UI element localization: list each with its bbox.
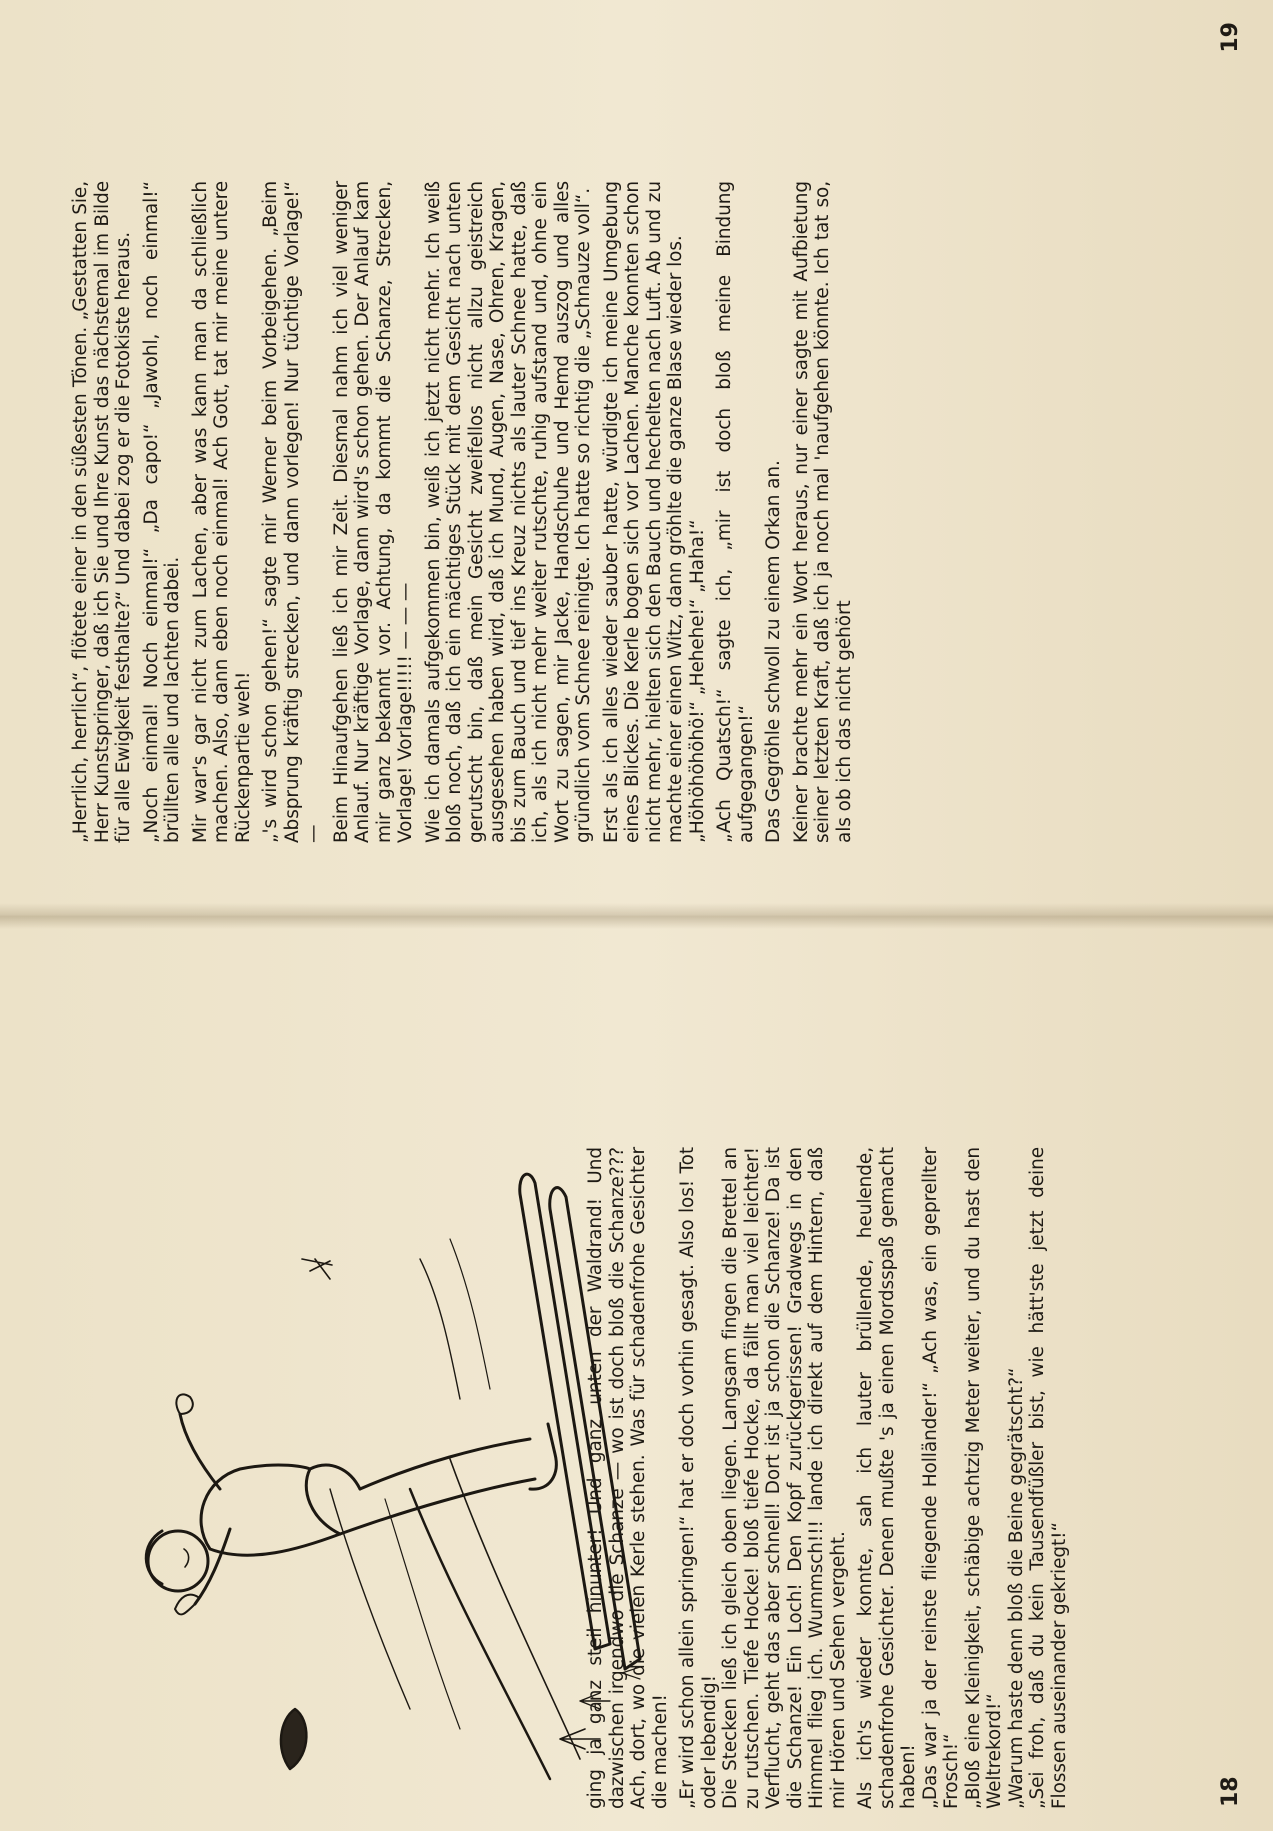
paragraph: „'s wird schon gehen!“ sagte mir Werner beim Vorbeigehen. „Beim Absprung kräftig strecken, und dann vorlegen! Nur tüchtige Vorlage!“ —	[260, 181, 324, 843]
paragraph: „Das war ja der reinste fliegende Holländer!“ „Ach was, ein geprellter Frosch!“	[919, 1147, 962, 1809]
paragraph: Wie ich damals aufgekommen bin, weiß ich jetzt nicht mehr. Ich weiß bloß noch, daß ich ein mächtiges Stück mit dem Gesicht nach unten gerutscht bin, daß mein Gesicht zweifellos nicht allzu geistreich ausgesehen haben wird, daß ich Mund, Augen, Nase, Ohren, Kragen, bis zum Bauch und tief ins Kreuz nichts als lauter Schnee hatte, daß ich, als ich nicht mehr weiter rutschte, ruhig aufstand und, ohne ein Wort zu sagen, mir Jacke, Handschuhe und Hemd auszog und alles gründlich vom Schnee reinigte. Ich hatte so richtig die „Schnauze voll“.	[422, 181, 594, 843]
page-18	[0, 916, 1273, 1831]
page-number: 18	[1218, 1776, 1243, 1807]
paragraph: „Er wird schon allein springen!“ hat er doch vorhin gesagt. Also los! Tot oder lebendig!	[677, 1147, 720, 1809]
paragraph: „Ach Quatsch!“ sagte ich, „mir ist doch bloß meine Bindung aufgegangen!“	[714, 181, 757, 843]
page-number: 19	[1218, 22, 1243, 53]
paragraph: „Herrlich, herrlich“, flötete einer in den süßesten Tönen. „Gestatten Sie, Herr Kunstspringer, daß ich Sie und Ihre Kunst das nächstemal im Bilde für alle Ewigkeit festhalte?“ Und dabei zog er die Fotokiste heraus.	[70, 181, 134, 843]
paragraph: Die Stecken ließ ich gleich oben liegen. Langsam fingen die Brettel an zu rutschen. Tiefe Hocke! bloß tiefe Hocke, da fällt man viel leichter! Verflucht, geht das aber schnell! Dort ist ja schon die Schanze! Da ist die Schanze! Ein Loch! Den Kopf zurückgerissen! Gradwegs in den Himmel flieg ich. Wummsch!!! lande ich direkt auf dem Hintern, daß mir Hören und Sehen vergeht.	[720, 1147, 849, 1809]
paragraph: Als ich's wieder konnte, sah ich lauter brüllende, heulende, schadenfrohe Gesichter. Denen mußte 's ja einen Mordsspaß gemacht haben!	[855, 1147, 919, 1809]
paragraph: Das Gegröhle schwoll zu einem Orkan an.	[763, 460, 784, 843]
paragraph: „Noch einmal! Noch einmal!“ „Da capo!“ „Jawohl, noch einmal!“ brüllten alle und lachten dabei.	[140, 181, 183, 843]
paragraph: „Sei froh, daß du kein Tausendfüßler bist, wie hätt'ste jetzt deine Flossen auseinander gekriegt!“	[1027, 1147, 1070, 1809]
paragraph: Erst als ich alles wieder sauber hatte, würdigte ich meine Umgebung eines Blickes. Die Kerle bogen sich vor Lachen. Manche konnten schon nicht mehr, hielten sich den Bauch und hechelten nach Luft. Ab und zu machte einer einen Witz, dann gröhlte die ganze Blase wieder los.	[600, 181, 686, 843]
paragraph: „Warum haste denn bloß die Beine gegrätscht?“	[1005, 1367, 1027, 1809]
paragraph: „Höhöhöhöhö!“ „Hehehe!“ „Haha!“	[686, 519, 708, 843]
paragraph: „Bloß eine Kleinigkeit, schäbige achtzig Meter weiter, und du hast den Weltrekord!“	[962, 1147, 1005, 1809]
paragraph: Keiner brachte mehr ein Wort heraus, nur einer sagte mit Aufbietung seiner letzten Kraft, daß ich ja noch mal 'naufgehen könnte. Ich tat so, als ob ich das nicht gehört	[790, 181, 855, 843]
paragraph: Beim Hinaufgehen ließ ich mir Zeit. Diesmal nahm ich viel weniger Anlauf. Nur kräftige Vorlage, dann wird's schon gehen. Der Anlauf kam mir ganz bekannt vor. Achtung, da kommt die Schanze, Strecken, Vorlage! Vorlage!!!!! — — —	[330, 181, 416, 843]
page-19	[0, 0, 1273, 915]
page-18-text	[585, 1147, 1070, 1809]
paragraph: Mir war's gar nicht zum Lachen, aber was kann man da schließlich machen. Also, dann eben noch einmal! Ach Gott, tat mir meine untere Rückenpartie weh!	[189, 181, 254, 843]
paragraph: ging ja ganz steil hinunter! Und ganz unten der Waldrand! Und dazwischen irgendwo die Schanze — wo ist doch bloß die Schanze??? Ach, dort, wo die vielen Kerle stehen. Was für schadenfrohe Gesichter die machen!	[585, 1147, 671, 1809]
page-19-text	[70, 181, 861, 843]
ski-jumper-illustration	[80, 1149, 650, 1819]
